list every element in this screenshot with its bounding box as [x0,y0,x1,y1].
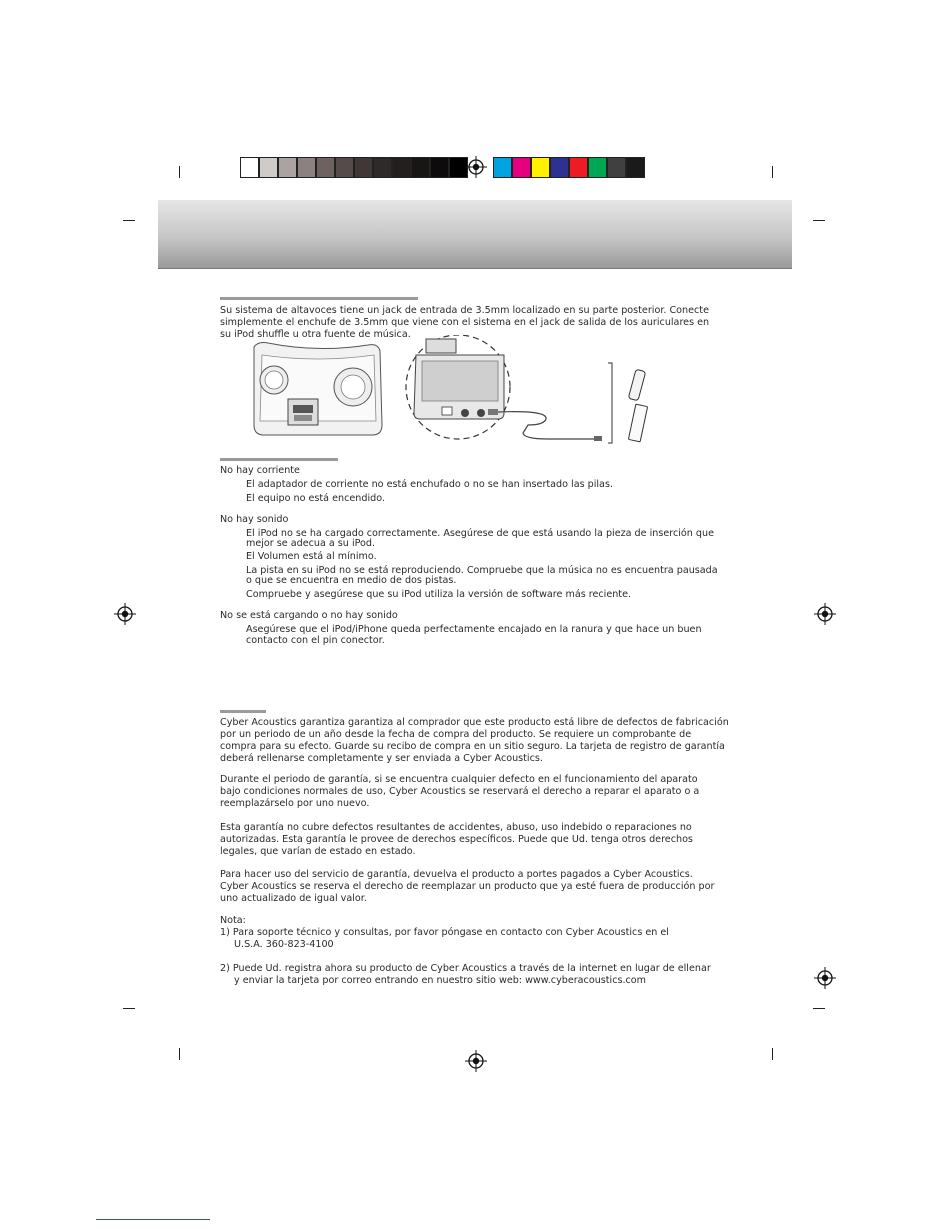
crop-mark [772,166,773,178]
trouble-title-no-power: No hay corriente [220,465,300,476]
ipod-shuffle-drawing [628,369,647,442]
registration-mark-icon [114,603,136,625]
color-swatch [297,157,316,178]
registration-mark-icon [465,1050,487,1072]
trouble-item: La pista en su iPod no se está reproduciendo. Compruebe que la música no es encuentra pausada [246,565,718,576]
warranty-line: Cyber Acoustics se reserva el derecho de reemplazar un producto que ya esté fuera de producción por [220,881,715,892]
rear-jack-detail [406,335,510,439]
trouble-item: El Volumen está al mínimo. [246,551,377,562]
trouble-item: Asegúrese que el iPod/iPhone queda perfectamente encajado en la ranura y que hace un buen [246,624,702,635]
warranty-line: uno actualizado de igual valor. [220,893,367,904]
note-heading: Nota: [220,915,246,926]
warranty-line: bajo condiciones normales de uso, Cyber Acoustics se reservará el derecho a reparar el aparato o a [220,786,700,797]
trouble-item: mejor se adecua a su iPod. [246,538,376,549]
color-swatch [316,157,335,178]
trouble-item: El equipo no está encendido. [246,493,385,504]
registration-mark-icon [814,967,836,989]
crop-mark [179,166,180,178]
trouble-item: Compruebe y asegúrese que su iPod utiliza la versión de software más reciente. [246,589,632,600]
warranty-line: Esta garantía no cubre defectos resultantes de accidentes, abuso, uso indebido o reparaciones no [220,822,692,833]
color-swatch [531,157,550,178]
registration-mark-icon [465,156,487,178]
color-swatch [512,157,531,178]
note-item: y enviar la tarjeta por correo entrando en nuestro sitio web: www.cyberacoustics.com [234,975,647,986]
speaker-dock-drawing [254,343,382,436]
color-swatch [550,157,569,178]
process-color-bar [493,157,645,178]
color-swatch [259,157,278,178]
warranty-line: Durante el periodo de garantía, si se encuentra cualquier defecto en el funcionamiento del aparato [220,774,698,785]
warranty-line: por un periodo de un año desde la fecha de compra del producto. Se requiere un comprobante de [220,729,692,740]
warranty-line: reemplazárselo por uno nuevo. [220,798,370,809]
crop-mark [123,1008,135,1009]
registration-mark-icon [814,603,836,625]
color-swatch [373,157,392,178]
trouble-item: o que se encuentra en medio de dos pistas. [246,575,457,586]
warranty-line: autorizadas. Esta garantía le provee de derechos específicos. Puede que Ud. tenga otros derechos [220,834,693,845]
bottom-underline [96,1219,210,1220]
crop-mark [772,1048,773,1060]
note-item: 1) Para soporte técnico y consultas, por favor póngase en contacto con Cyber Acoustics en el [220,927,669,938]
color-swatch [354,157,373,178]
color-swatch [493,157,512,178]
trouble-item: El iPod no se ha cargado correctamente. Asegúrese de que está usando la pieza de inserción que [246,528,714,539]
section-rule [220,710,266,713]
section-rule [220,458,338,461]
color-swatch [278,157,297,178]
note-item: 2) Puede Ud. registra ahora su producto de Cyber Acoustics a través de la internet en lugar de ellenar [220,963,711,974]
color-swatch [335,157,354,178]
crop-mark [123,220,135,221]
color-swatch [569,157,588,178]
intro-line: su iPod shuffle u otra fuente de música. [220,329,411,340]
color-swatch [430,157,449,178]
speaker-connection-illustration [248,335,678,450]
note-item: U.S.A. 360-823-4100 [234,939,334,950]
grayscale-color-bar [240,157,468,178]
warranty-line: Cyber Acoustics garantiza garantiza al comprador que este producto está libre de defectos de fabricación [220,717,729,728]
crop-mark [813,220,825,221]
section-rule [220,297,418,300]
warranty-line: deberá rellenarse completamente y ser enviada a Cyber Acoustics. [220,753,543,764]
trouble-item: El adaptador de corriente no está enchufado o no se han insertado las pilas. [246,479,613,490]
intro-line: simplemente el enchufe de 3.5mm que viene con el sistema en el jack de salida de los auriculares en [220,317,710,328]
crop-mark [179,1048,180,1060]
color-swatch [392,157,411,178]
color-swatch [588,157,607,178]
warranty-line: Para hacer uso del servicio de garantía, devuelva el producto a portes pagados a Cyber Acoustics. [220,869,693,880]
trouble-title-no-sound: No hay sonido [220,514,289,525]
warranty-line: legales, que varían de estado en estado. [220,846,416,857]
color-swatch [240,157,259,178]
crop-mark [813,1008,825,1009]
header-band [158,200,792,268]
header-divider [158,268,792,269]
trouble-title-not-charging: No se está cargando o no hay sonido [220,610,398,621]
trouble-item: contacto con el pin conector. [246,635,385,646]
color-swatch [607,157,626,178]
warranty-line: compra para su efecto. Guarde su recibo de compra en un sitio seguro. La tarjeta de registro de garantía [220,741,725,752]
intro-line: Su sistema de altavoces tiene un jack de entrada de 3.5mm localizado en su parte posterior. Conecte [220,305,709,316]
color-swatch [626,157,645,178]
color-swatch [411,157,430,178]
